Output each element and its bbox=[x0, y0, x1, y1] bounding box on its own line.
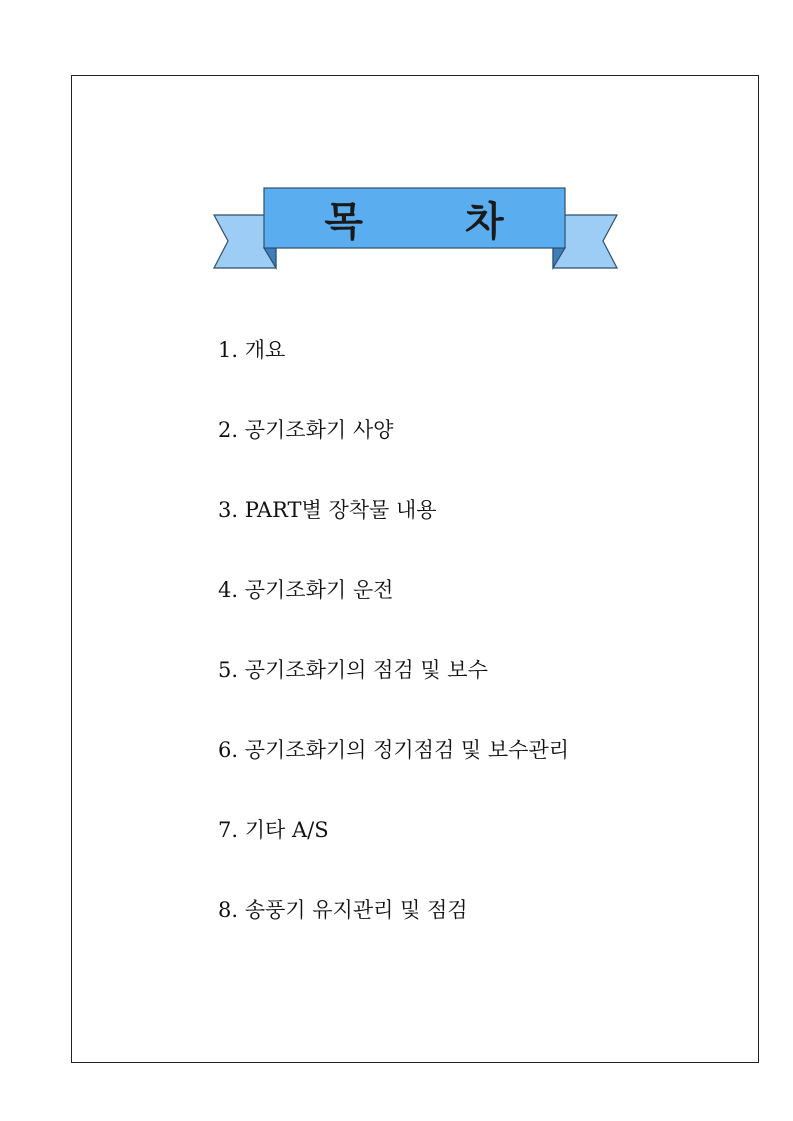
toc-item: 7. 기타 A/S bbox=[218, 818, 329, 842]
toc-item: 3. PART별 장착물 내용 bbox=[218, 498, 437, 522]
table-of-contents bbox=[218, 330, 569, 970]
page-title bbox=[265, 188, 565, 248]
toc-item: 6. 공기조화기의 정기점검 및 보수관리 bbox=[218, 738, 570, 762]
title-char-second: 차 bbox=[465, 197, 506, 245]
toc-item: 2. 공기조화기 사양 bbox=[218, 418, 394, 442]
toc-item: 1. 개요 bbox=[218, 338, 286, 362]
toc-item: 5. 공기조화기의 점검 및 보수 bbox=[218, 658, 488, 682]
title-ribbon-banner bbox=[0, 0, 793, 300]
title-char-first: 목 bbox=[324, 197, 365, 245]
toc-item: 8. 송풍기 유지관리 및 점검 bbox=[218, 898, 468, 922]
toc-item: 4. 공기조화기 운전 bbox=[218, 578, 394, 602]
